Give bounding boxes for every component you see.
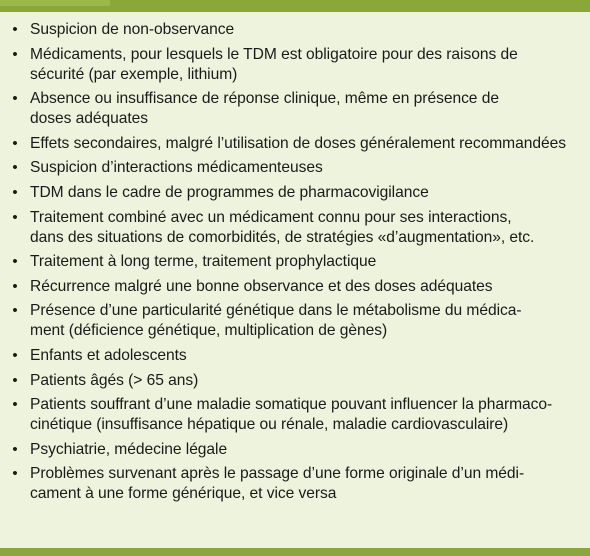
bullet-icon: • [12,277,18,295]
list-item [9,89,581,129]
list-item-text-line: Patients âgés (> 65 ans) [30,371,199,389]
table-bottom-band [0,548,590,556]
header-stub [0,0,110,6]
bullet-icon: • [12,396,18,414]
bullet-icon: • [12,45,18,63]
bullet-icon: • [12,21,18,38]
list-item-text-line: ment (déficience génétique, multiplication de gènes) [30,322,388,340]
list-item [9,371,581,391]
list-item-text-line: Patients souffrant d’une maladie somatique pouvant influencer la pharmaco- [30,396,553,414]
list-item-text-line: Récurrence malgré une bonne observance et des doses adéquates [30,277,493,295]
list-item [9,252,581,272]
bullet-icon: • [12,183,18,201]
list-item [9,346,581,366]
list-item-text-line: Traitement combiné avec un médicament connu pour ses interactions, [30,208,512,226]
list-item [9,301,581,341]
list-item-text-line: Présence d’une particularité génétique dans le métabolisme du médica- [30,302,522,320]
list-item-text-line: sécurité (par exemple, lithium) [30,65,238,83]
bullet-icon: • [12,208,18,226]
bullet-icon: • [12,253,18,271]
list-item-text-line: Enfants et adolescents [30,346,187,364]
list-item-text-line: Traitement à long terme, traitement prophylactique [30,253,377,271]
list-item-text-line: TDM dans le cadre de programmes de pharmacovigilance [30,183,429,201]
list-item-text-line: cament à une forme générique, et vice versa [30,485,337,503]
list-item-text-line: dans des situations de comorbidités, de stratégies «d’augmentation», etc. [30,228,535,246]
list-item-text-line: cinétique (insuffisance hépatique ou rénale, maladie cardiovasculaire) [30,416,509,434]
list-item [9,183,581,203]
list-item-text-line: Psychiatrie, médecine légale [30,440,228,458]
list-item [9,464,581,504]
list-item-text-line: doses adéquates [30,110,149,128]
list-item-text-line: Absence ou insuffisance de réponse clinique, même en présence de [30,90,499,108]
list-item [9,277,581,297]
bullet-icon: • [12,440,18,458]
list-item-text-line: Problèmes survenant après le passage d’une forme originale d’un médi- [30,465,525,483]
bullet-icon: • [12,371,18,389]
list-item-text-line: Médicaments, pour lesquels le TDM est obligatoire pour des raisons de [30,45,518,63]
list-item [9,158,581,178]
list-item-text-line: Suspicion d’interactions médicamenteuses [30,159,323,177]
table-top-band [0,0,590,12]
list-item [9,134,581,154]
bullet-icon: • [12,465,18,483]
bullet-icon: • [12,134,18,152]
bullet-icon: • [12,90,18,108]
list-item [9,395,581,435]
bullet-icon: • [12,346,18,364]
list-item-text-line: Suspicion de non-observance [30,21,235,38]
indications-list [9,20,581,509]
list-item [9,45,581,85]
bullet-icon: • [12,302,18,320]
bullet-icon: • [12,159,18,177]
list-item [9,20,581,40]
list-item [9,440,581,460]
list-item [9,208,581,248]
list-item-text-line: Effets secondaires, malgré l’utilisation de doses généralement recommandées [30,134,566,152]
